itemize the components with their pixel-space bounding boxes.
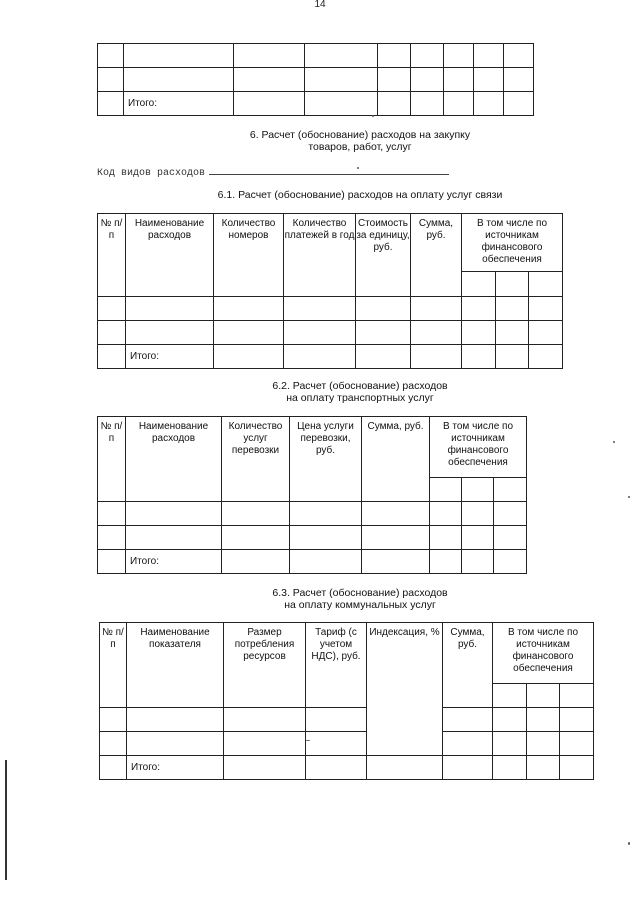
total-label: Итого: xyxy=(127,756,224,780)
expense-code-row xyxy=(97,165,449,179)
col-header: Размер потребления ресурсов xyxy=(224,623,306,708)
col-header: Стоимость за единицу, руб. xyxy=(356,214,411,297)
scan-speck xyxy=(372,115,374,117)
col-header: № п/п xyxy=(98,417,126,502)
col-header: № п/п xyxy=(100,623,127,708)
col-header: В том числе по источникам финансового обеспечения xyxy=(493,623,594,684)
col-header: Сумма, руб. xyxy=(411,214,462,297)
col-header: Количество номеров xyxy=(214,214,284,297)
col-header: Количество платежей в год xyxy=(284,214,356,297)
table-6-3 xyxy=(99,622,594,780)
section6-title-line1: 6. Расчет (обоснование) расходов на закупку xyxy=(249,129,471,141)
expense-code-label: Код видов расходов xyxy=(97,168,206,179)
table-6-2 xyxy=(97,416,527,574)
scan-speck xyxy=(306,740,310,741)
section6-title-line2: товаров, работ, услуг xyxy=(308,141,412,153)
col-header: Сумма, руб. xyxy=(443,623,493,708)
col-header: № п/п xyxy=(98,214,126,297)
scan-speck xyxy=(613,441,615,443)
col-header: Цена услуги перевозки, руб. xyxy=(290,417,362,502)
t62-heading-line1: 6.2. Расчет (обоснование) расходов xyxy=(272,380,448,392)
col-header: Наименование расходов xyxy=(126,417,222,502)
t63-heading-line1: 6.3. Расчет (обоснование) расходов xyxy=(272,587,448,599)
scan-speck xyxy=(357,167,359,169)
total-label: Итого: xyxy=(126,345,214,369)
col-header: Наименование показателя xyxy=(127,623,224,708)
col-header: В том числе по источникам финансового обеспечения xyxy=(430,417,527,478)
page-number: 14 xyxy=(314,0,326,10)
col-header: Тариф (с учетом НДС), руб. xyxy=(306,623,367,708)
top-table xyxy=(97,43,534,116)
t62-heading-line2: на оплату транспортных услуг xyxy=(286,392,434,404)
scan-speck xyxy=(628,496,630,498)
col-header: Сумма, руб. xyxy=(362,417,430,502)
scan-margin-line xyxy=(5,760,7,880)
col-header: Количество услуг перевозки xyxy=(222,417,290,502)
total-label: Итого: xyxy=(126,550,222,574)
col-header: В том числе по источникам финансового обеспечения xyxy=(462,214,563,272)
col-header: Наименование расходов xyxy=(126,214,214,297)
col-header: Индексация, % xyxy=(367,623,443,756)
t61-heading: 6.1. Расчет (обоснование) расходов на оплату услуг связи xyxy=(217,189,503,201)
table-6-1 xyxy=(97,213,563,369)
expense-code-field xyxy=(209,165,449,175)
total-label: Итого: xyxy=(124,92,234,116)
t63-heading-line2: на оплату коммунальных услуг xyxy=(284,599,436,611)
scan-speck xyxy=(628,842,630,845)
